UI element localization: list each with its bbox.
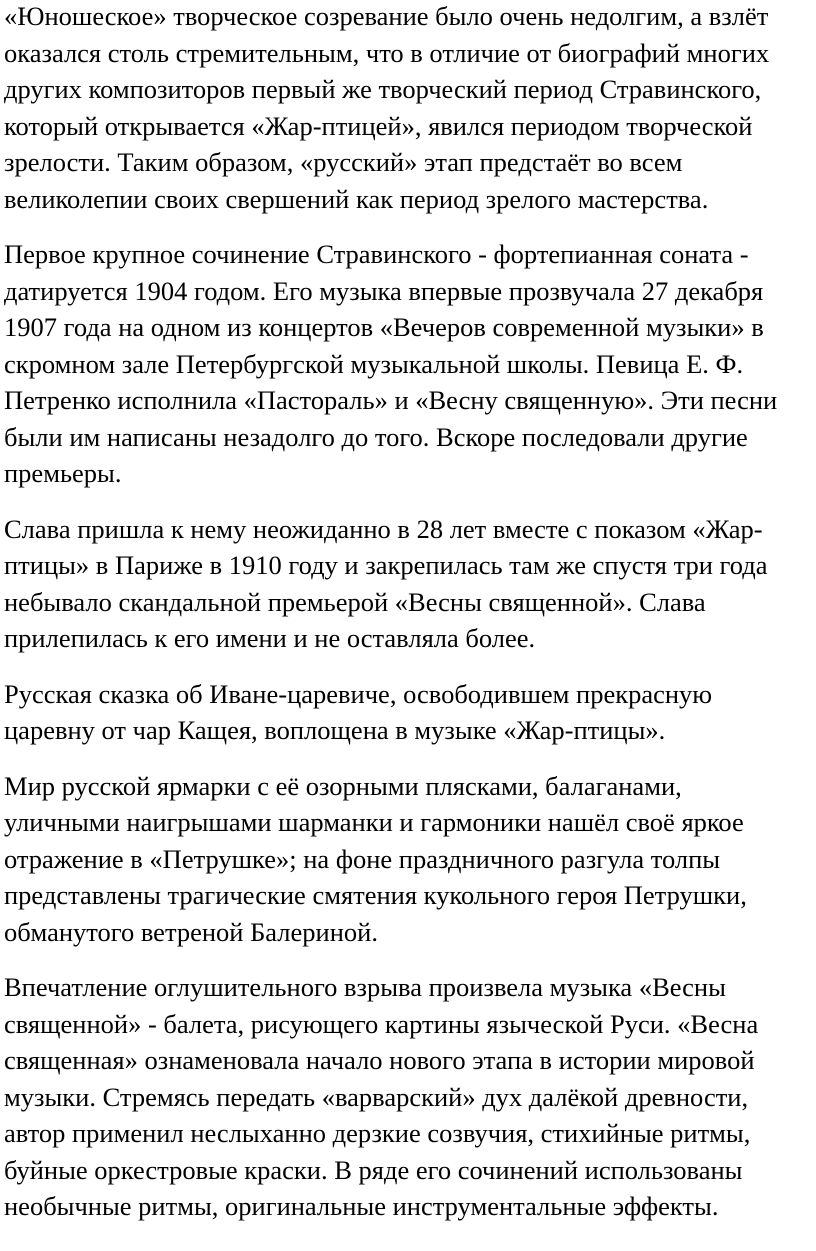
text-line: прилепилась к его имени и не оставляла более. (4, 623, 536, 653)
paragraph-first-works (4, 236, 816, 492)
text-line: Впечатление оглушительного взрыва произвела музыка «Весны (4, 972, 726, 1002)
text-line: Русская сказка об Иване-царевиче, освободившем прекрасную (4, 678, 713, 709)
text-line: были им написаны незадолго до того. Вскоре последовали другие (4, 421, 748, 452)
text-line: Мир русской ярмарки с её озорными плясками, балаганами, (4, 770, 682, 801)
text-line: автор применил неслыханно дерзкие созвучия, стихийные ритмы, (4, 1118, 751, 1148)
paragraph-rite-of-spring (4, 969, 816, 1225)
text-line: священной» - балета, рисующего картины языческой Руси. «Весна (4, 1008, 759, 1039)
text-line: великолепии своих свершений как период зрелого мастерства. (4, 183, 709, 214)
text-line: царевну от чар Кащея, воплощена в музыке «Жар-птицы». (4, 715, 666, 745)
text-line: 1907 года на одном из концертов «Вечеров современной музыки» в (4, 312, 764, 342)
text-line: необычные ритмы, оригинальные инструментальные эффекты. (4, 1191, 719, 1221)
text-line: птицы» в Париже в 1910 году и закрепилась там же спустя три года (4, 550, 768, 580)
text-line: небывало скандальной премьерой «Весны священной». Слава (4, 586, 706, 617)
text-line: обманутого ветреной Балериной. (4, 916, 378, 947)
text-line: «Юношеское» творческое созревание было очень недолгим, а взлёт (4, 1, 769, 31)
text-line: скромном зале Петербургской музыкальной школы. Певица Е. Ф. (4, 348, 744, 379)
text-line: зрелости. Таким образом, «русский» этап предстаёт во всем (4, 147, 683, 177)
text-line: отражение в «Петрушке»; на фоне праздничного разгула толпы (4, 843, 721, 874)
paragraph-fame (4, 511, 816, 657)
text-line: Слава пришла к нему неожиданно в 28 лет вместе с показом «Жар- (4, 513, 763, 544)
text-line: который открывается «Жар-птицей», явился периодом творческой (4, 110, 753, 141)
paragraph-youth-maturity (4, 0, 816, 217)
text-line: Первое крупное сочинение Стравинского - фортепианная соната - (4, 239, 749, 269)
paragraph-petrushka (4, 768, 816, 951)
text-line: премьеры. (4, 458, 122, 488)
text-line: оказался столь стремительным, что в отличие от биографий многих (4, 37, 770, 68)
text-line: представлены трагические смятения кукольного героя Петрушки, (4, 880, 747, 910)
text-line: уличными наигрышами шарманки и гармоники нашёл своё яркое (4, 807, 744, 837)
text-line: музыки. Стремясь передать «варварский» дух далёкой древности, (4, 1081, 749, 1112)
text-line: датируется 1904 годом. Его музыка впервые прозвучала 27 декабря (4, 275, 764, 306)
text-line: Петренко исполнила «Пастораль» и «Весну священную». Эти песни (4, 385, 778, 415)
text-line: других композиторов первый же творческий период Стравинского, (4, 74, 762, 104)
text-line: буйные оркестровые краски. В ряде его сочинений использованы (4, 1154, 743, 1185)
paragraph-firebird (4, 676, 816, 749)
text-line: священная» ознаменовала начало нового этапа в истории мировой (4, 1045, 755, 1075)
